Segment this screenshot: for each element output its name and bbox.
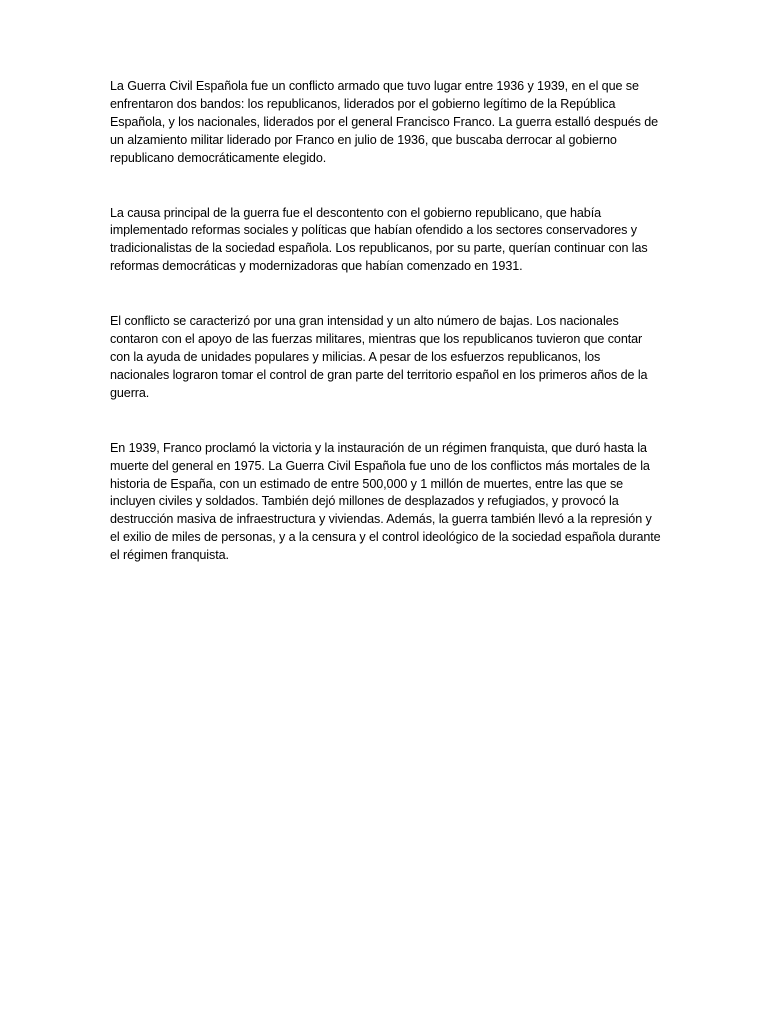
paragraph-2: La causa principal de la guerra fue el descontento con el gobierno republicano, que había implementado reformas sociales y políticas que habían ofendido a los sectores conservadores y tradicionalistas de la sociedad española. Los republicanos, por su parte, querían continuar con las reformas democráticas y modernizadoras que habían comenzado en 1931. (110, 205, 648, 274)
paragraph-1: La Guerra Civil Española fue un conflicto armado que tuvo lugar entre 1936 y 1939, en el que se enfrentaron dos bandos: los republicanos, liderados por el gobierno legítimo de la República Española, y los nacionales, liderados por el general Francisco Franco. La guerra estalló después de un alzamiento militar liderado por Franco en julio de 1936, que buscaba derrocar al gobierno republicano democráticamente elegido. (110, 79, 659, 165)
paragraph-3: El conflicto se caracterizó por una gran intensidad y un alto número de bajas. Los nacionales contaron con el apoyo de las fuerzas militares, mientras que los republicanos tuvieron que contar con la ayuda de unidades populares y milicias. A pesar de los esfuerzos republicanos, los nacionales lograron tomar el control de gran parte del territorio español en los primeros años de la guerra. (110, 314, 648, 400)
document-body (110, 78, 662, 602)
paragraph-4: En 1939, Franco proclamó la victoria y la instauración de un régimen franquista, que duró hasta la muerte del general en 1975. La Guerra Civil Española fue uno de los conflictos más mortales de la historia de España, con un estimado de entre 500,000 y 1 millón de muertes, entre las que se incluyen civiles y soldados. También dejó millones de desplazados y refugiados, y provocó la destrucción masiva de infraestructura y viviendas. Además, la guerra también llevó a la represión y el exilio de miles de personas, y a la censura y el control ideológico de la sociedad española durante el régimen franquista. (110, 440, 661, 563)
